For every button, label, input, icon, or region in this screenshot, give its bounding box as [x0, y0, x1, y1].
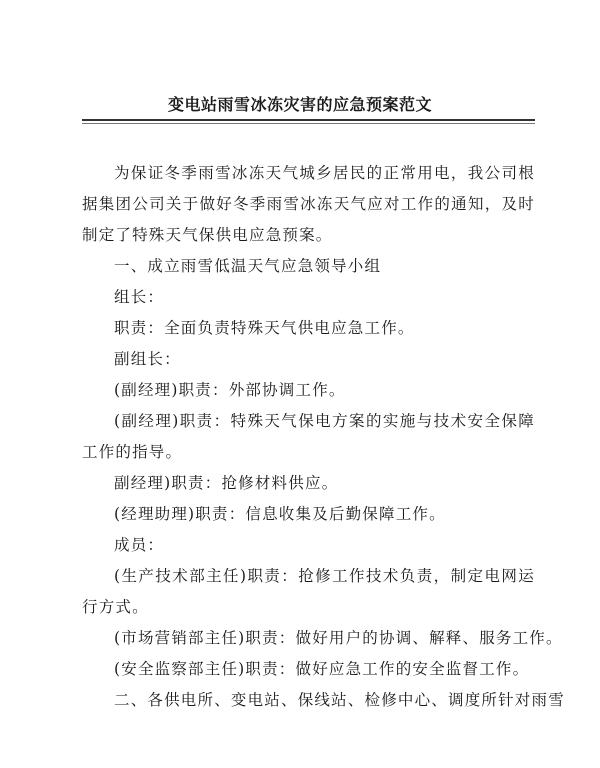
paragraph-leader-duty: 职责：全面负责特殊天气供电应急工作。	[114, 319, 415, 337]
paragraph-deputy-duty-3: 副经理)职责：抢修材料供应。	[114, 474, 339, 492]
section-heading-1: 一、成立雨雪低温天气应急领导小组	[114, 257, 382, 275]
document-title: 变电站雨雪冰冻灾害的应急预案范文	[167, 95, 432, 114]
paragraph-deputy-duty-1: (副经理)职责：外部协调工作。	[114, 381, 346, 399]
paragraph-member-duty-2: (市场营销部主任)职责：做好用户的协调、解释、服务工作。	[114, 629, 563, 647]
paragraph-intro: 为保证冬季雨雪冰冻天气城乡居民的正常用电，我公司根据集团公司关于做好冬季雨雪冰冻天气应对工作的通知，及时制定了特殊天气保供电应急预案。	[82, 164, 535, 244]
title-divider-thick	[82, 119, 535, 121]
paragraph-member-duty-1: (生产技术部主任)职责：抢修工作技术负责，制定电网运行方式。	[82, 567, 535, 616]
paragraph-deputy-duty-2: (副经理)职责：特殊天气保电方案的实施与技术安全保障工作的指导。	[82, 412, 535, 461]
paragraph-assistant-duty: (经理助理)职责：信息收集及后勤保障工作。	[114, 505, 446, 523]
paragraph-member-duty-3: (安全监察部主任)职责：做好应急工作的安全监督工作。	[114, 660, 530, 678]
paragraph-members: 成员：	[114, 536, 165, 554]
paragraph-leader: 组长：	[114, 288, 165, 306]
title-divider-thin	[82, 123, 535, 124]
section-heading-2: 二、各供电所、变电站、保线站、检修中心、调度所针对雨雪	[114, 691, 565, 709]
paragraph-deputy-leader: 副组长：	[114, 350, 181, 368]
document-body	[82, 158, 565, 716]
